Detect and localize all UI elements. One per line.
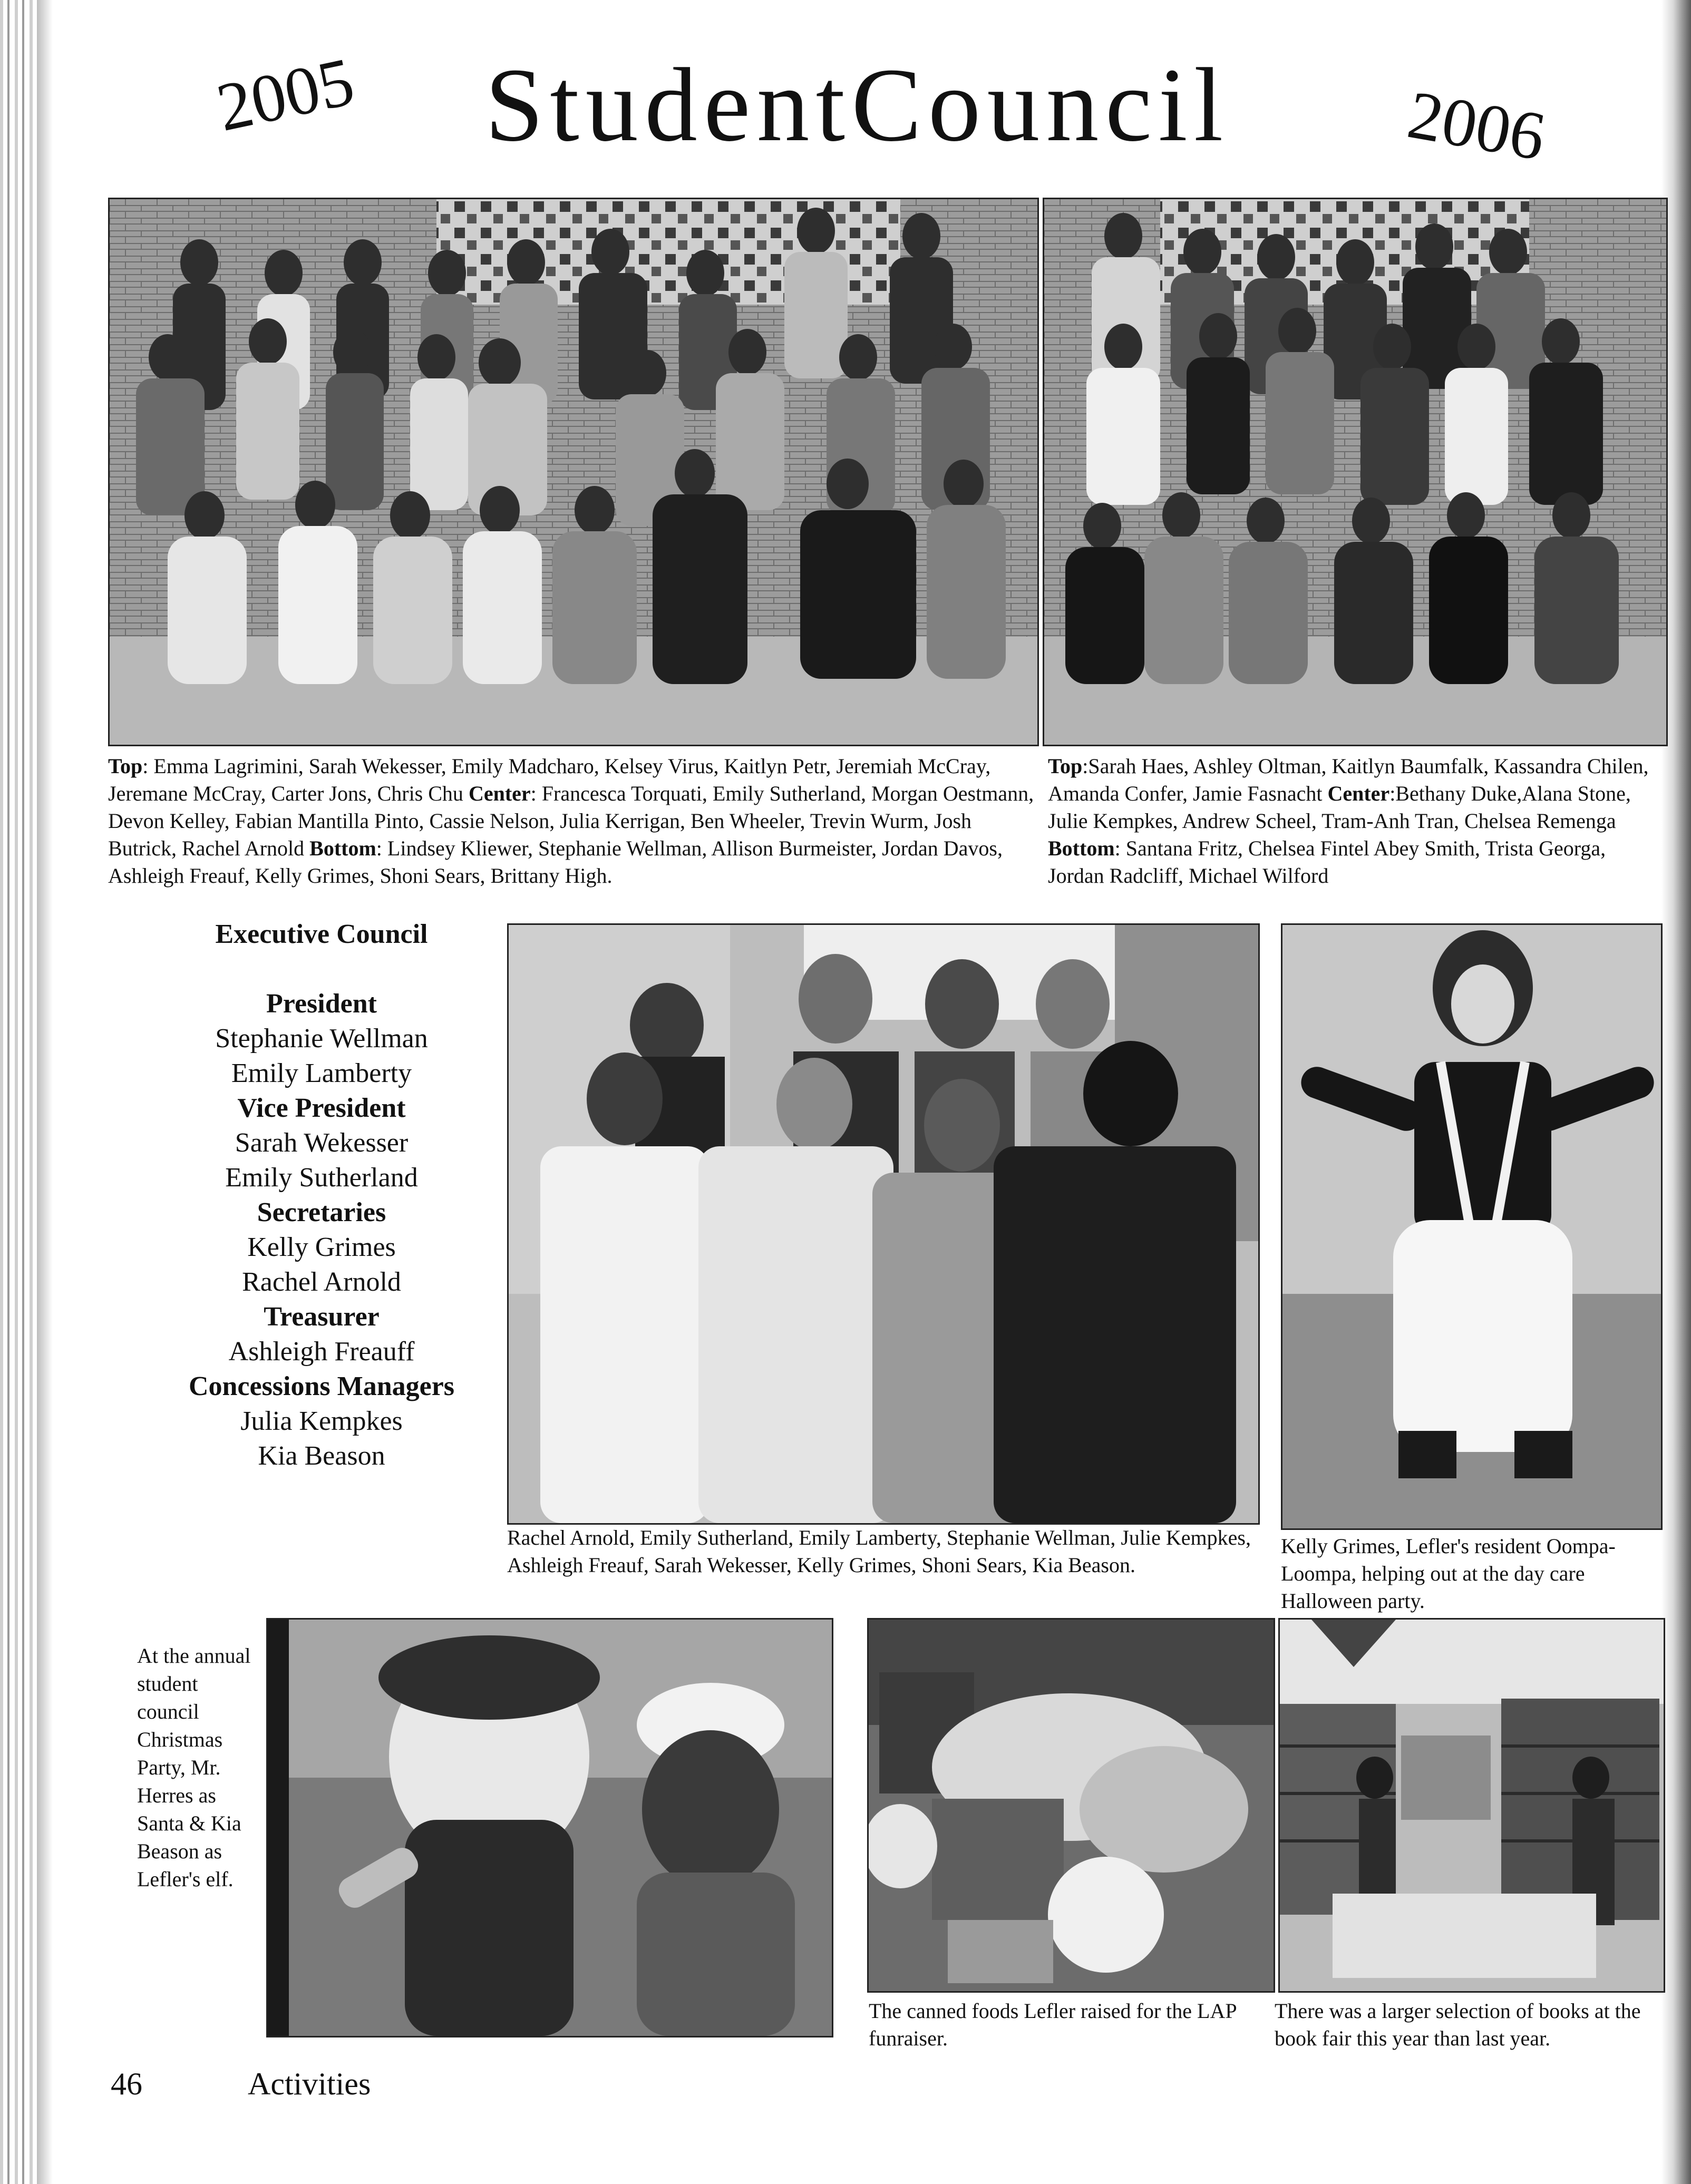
canned-foods-photo <box>867 1618 1275 1993</box>
executive-council-photo-caption: Rachel Arnold, Emily Sutherland, Emily Lamberty, Stephanie Wellman, Julie Kempkes, Ashleigh Freauf, Sarah Wekesser, Kelly Grimes, Shoni Sears, Kia Beason. <box>507 1526 1251 1577</box>
canned-foods-caption: The canned foods Lefler raised for the LAP funraiser. <box>869 1999 1237 2050</box>
role-name: Sarah Wekesser <box>235 1128 409 1158</box>
christmas-party-photo <box>266 1618 833 2037</box>
caption-text-top: : Emma Lagrimini, Sarah Wekesser, Emily Madcharo, Kelsey Virus, Kaitlyn Petr, Jeremiah McCray, Jeremane McCray, Carter Jons, Chris Chu <box>108 754 991 805</box>
role-name: Emily Lamberty <box>231 1058 412 1088</box>
role-name: Emily Sutherland <box>225 1163 418 1193</box>
year-start: 2005 <box>210 43 361 147</box>
role-title: Concessions Managers <box>188 1371 455 1401</box>
book-fair-photo <box>1278 1618 1665 1993</box>
page-shadow <box>37 0 53 2184</box>
oompa-loompa-caption: Kelly Grimes, Lefler's resident Oompa-Loompa, helping out at the day care Halloween party. <box>1281 1534 1616 1613</box>
group-photo-left <box>108 198 1039 746</box>
page-binding <box>0 0 37 2184</box>
executive-council-heading: Executive Council <box>215 919 428 949</box>
executive-council-photo-image <box>509 925 1258 1523</box>
section-name: Activities <box>248 2066 371 2101</box>
page-title: StudentCouncil <box>485 47 1230 163</box>
book-fair-caption: There was a larger selection of books at the book fair this year than last year. <box>1275 1999 1641 2050</box>
christmas-party-caption: At the annual student council Christmas Party, Mr. Herres as Santa & Kia Beason as Lefler's elf. <box>137 1644 251 1891</box>
caption-label-bottom: Bottom <box>309 836 376 860</box>
role-title: Secretaries <box>257 1197 386 1227</box>
role-name: Rachel Arnold <box>242 1267 401 1297</box>
caption-label-center: Center <box>468 782 531 805</box>
caption-label-center: Center <box>1327 782 1390 805</box>
caption-label-top: Top <box>1048 754 1083 778</box>
caption-label-bottom: Bottom <box>1048 836 1115 860</box>
group-photo-right-image <box>1044 199 1666 745</box>
page-number: 46 <box>111 2066 142 2101</box>
role-name: Julia Kempkes <box>240 1406 403 1436</box>
role-name: Kia Beason <box>258 1441 385 1471</box>
year-end: 2006 <box>1402 76 1551 175</box>
caption-text-center: : Francesca Torquati, Emily Sutherland, Morgan Oestmann, Devon Kelley, Fabian Mantilla Pinto, Cassie Nelson, Julia Kerrigan, Ben Wheeler, Trevin Wurm, Josh Butrick, Rachel Arnold <box>108 782 1034 860</box>
book-fair-photo-image <box>1280 1620 1664 1991</box>
oompa-loompa-photo-image <box>1282 925 1661 1528</box>
role-title: President <box>266 989 377 1019</box>
role-name: Ashleigh Freauff <box>228 1337 415 1367</box>
group-photo-left-image <box>110 199 1037 745</box>
executive-council-list <box>127 917 517 1474</box>
group-photo-right-caption <box>1048 753 1665 905</box>
group-photo-right <box>1043 198 1668 746</box>
group-photo-left-caption <box>108 753 1036 905</box>
caption-text-bottom: : Santana Fritz, Chelsea Fintel Abey Smith, Trista Georga, Jordan Radcliff, Michael Wilford <box>1048 836 1606 888</box>
executive-council-photo <box>507 923 1260 1525</box>
caption-text-center: :Bethany Duke,Alana Stone, Julie Kempkes, Andrew Scheel, Tram-Anh Tran, Chelsea Remenga <box>1048 782 1631 833</box>
caption-label-top: Top <box>108 754 143 778</box>
canned-foods-photo-image <box>869 1620 1274 1991</box>
role-title: Vice President <box>237 1093 406 1123</box>
role-title: Treasurer <box>264 1302 380 1332</box>
caption-text-bottom: : Lindsey Kliewer, Stephanie Wellman, Allison Burmeister, Jordan Davos, Ashleigh Freauf, Kelly Grimes, Shoni Sears, Brittany High. <box>108 836 1003 888</box>
oompa-loompa-photo <box>1281 923 1663 1530</box>
caption-text-top: :Sarah Haes, Ashley Oltman, Kaitlyn Baumfalk, Kassandra Chilen, Amanda Confer, Jamie Fasnacht <box>1048 754 1649 805</box>
role-name: Kelly Grimes <box>247 1232 396 1262</box>
christmas-party-photo-image <box>268 1620 832 2036</box>
role-name: Stephanie Wellman <box>215 1023 428 1054</box>
